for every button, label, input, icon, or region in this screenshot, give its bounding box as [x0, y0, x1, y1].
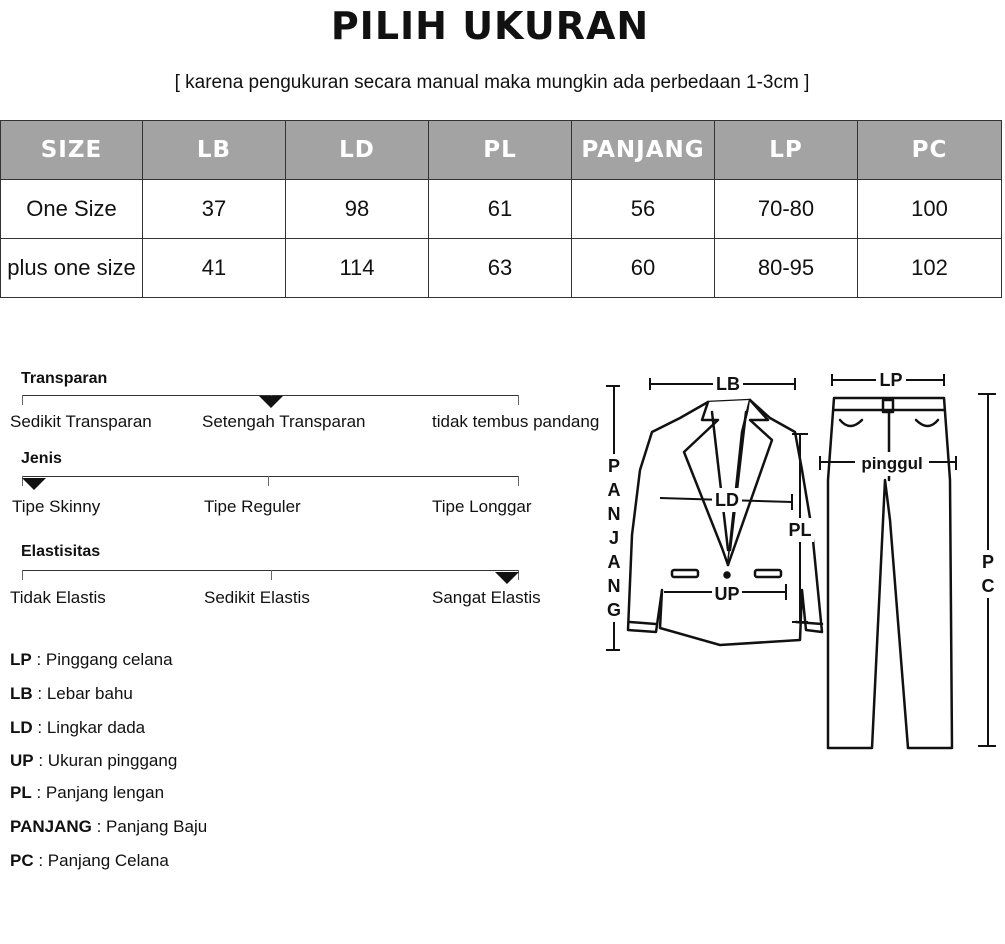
header-lb: LB	[143, 121, 286, 180]
label-lb: LB	[713, 372, 743, 396]
table-row	[1, 239, 1002, 298]
jenis-option: Tipe Reguler	[204, 497, 301, 516]
jenis-title: Jenis	[21, 450, 62, 467]
transparan-title: Transparan	[21, 370, 108, 387]
legend-item: PL : Panjang lengan	[10, 783, 165, 802]
legend-item: LP : Pinggang celana	[10, 650, 173, 669]
table-cell: 102	[858, 239, 1002, 298]
header-pl: PL	[429, 121, 572, 180]
header-lp: LP	[715, 121, 858, 180]
table-header-row	[1, 121, 1002, 180]
scale-tick	[22, 395, 23, 405]
transparan-option: Sedikit Transparan	[10, 412, 152, 431]
table-cell: 63	[429, 239, 572, 298]
legend-item: PC : Panjang Celana	[10, 851, 169, 870]
table-cell: 41	[143, 239, 286, 298]
legend-item: UP : Ukuran pinggang	[10, 751, 178, 770]
label-lp: LP	[876, 368, 906, 392]
jenis-option: Tipe Longgar	[432, 497, 532, 516]
table-row	[1, 180, 1002, 239]
elastisitas-option: Sangat Elastis	[432, 588, 541, 607]
table-cell: 60	[572, 239, 715, 298]
header-panjang: PANJANG	[572, 121, 715, 180]
scale-tick	[518, 476, 519, 486]
label-pinggul: pinggul	[855, 452, 929, 476]
header-ld: LD	[286, 121, 429, 180]
label-pc: PC	[978, 550, 998, 598]
suit-and-pants-illustration	[600, 360, 1005, 880]
transparan-option: Setengah Transparan	[202, 412, 366, 431]
table-cell: 114	[286, 239, 429, 298]
page-title: PILIH UKURAN	[330, 4, 650, 48]
header-pc: PC	[858, 121, 1002, 180]
garment-measurement-diagram	[600, 360, 1005, 880]
legend-item: LB : Lebar bahu	[10, 684, 133, 703]
legend-item: PANJANG : Panjang Baju	[10, 817, 208, 836]
jenis-marker-icon	[22, 478, 46, 490]
scale-tick	[518, 395, 519, 405]
table-cell: 98	[286, 180, 429, 239]
label-up: UP	[712, 582, 742, 606]
table-cell: 37	[143, 180, 286, 239]
header-size: SIZE	[1, 121, 143, 180]
legend-item: LD : Lingkar dada	[10, 718, 146, 737]
table-cell: One Size	[1, 180, 143, 239]
table-cell: 61	[429, 180, 572, 239]
elastisitas-option: Sedikit Elastis	[204, 588, 310, 607]
table-cell: 56	[572, 180, 715, 239]
scale-tick	[268, 476, 269, 486]
elastisitas-option: Tidak Elastis	[10, 588, 106, 607]
jenis-option: Tipe Skinny	[12, 497, 101, 516]
measurement-note: [ karena pengukuran secara manual maka mungkin ada perbedaan 1-3cm ]	[174, 72, 810, 93]
jenis-scale-line	[22, 476, 519, 477]
size-table	[0, 120, 1002, 298]
table-cell: plus one size	[1, 239, 143, 298]
elastisitas-title: Elastisitas	[21, 543, 101, 560]
label-panjang: PANJANG	[604, 454, 624, 622]
transparan-option: tidak tembus pandang	[432, 412, 600, 431]
scale-tick	[271, 570, 272, 580]
transparan-marker-icon	[259, 396, 283, 408]
label-ld: LD	[712, 488, 742, 512]
table-cell: 70-80	[715, 180, 858, 239]
elastisitas-marker-icon	[495, 572, 519, 584]
scale-tick	[22, 570, 23, 580]
table-cell: 80-95	[715, 239, 858, 298]
label-pl: PL	[786, 518, 814, 542]
table-cell: 100	[858, 180, 1002, 239]
